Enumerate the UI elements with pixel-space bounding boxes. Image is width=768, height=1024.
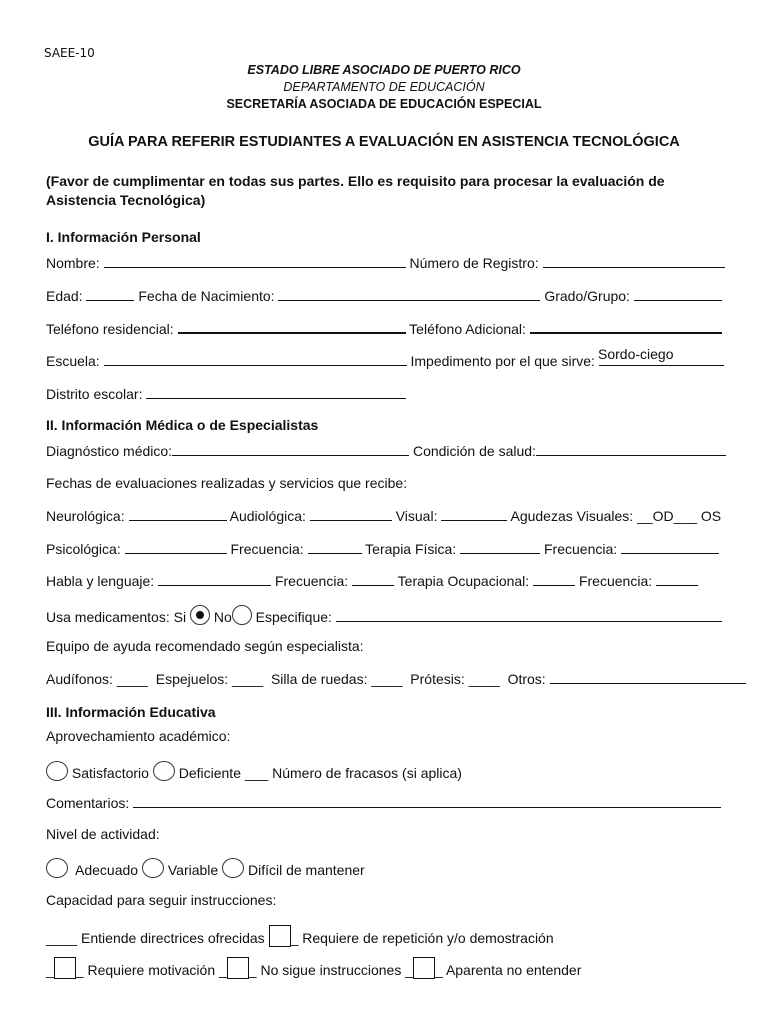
registro-field[interactable]	[543, 254, 725, 268]
medicamentos-no-label: No	[213, 609, 232, 625]
audiologica-field[interactable]	[310, 507, 392, 521]
section-educational-heading: III. Información Educativa	[46, 704, 216, 720]
frecuencia-label-1: Frecuencia:	[230, 541, 304, 557]
instructions-note: (Favor de cumplimentar en todas sus partes. Ello es requisito para procesar la evaluación de Asistencia Tecnológica)	[46, 173, 665, 208]
nombre-label: Nombre:	[46, 255, 100, 271]
psicologica-label: Psicológica:	[46, 541, 121, 557]
silla-ruedas-label[interactable]: Silla de ruedas: ____	[270, 671, 403, 687]
satisfactorio-radio[interactable]	[46, 761, 68, 781]
grado-field[interactable]	[634, 287, 722, 301]
row-telefono	[46, 319, 722, 337]
aparenta-checkbox[interactable]	[413, 957, 435, 979]
tel-adicional-label: Teléfono Adicional:	[409, 321, 526, 337]
deficiente-label: Deficiente ___ Número de fracasos (si aplica)	[178, 765, 462, 781]
fecha-nacimiento-label: Fecha de Nacimiento:	[138, 288, 275, 304]
impedimento-value[interactable]: Sordo-ciego	[598, 346, 674, 362]
audiologica-label: Audiológica:	[229, 508, 306, 524]
neurologica-field[interactable]	[129, 507, 227, 521]
requiere-motivacion-checkbox[interactable]	[54, 957, 76, 979]
terapia-ocupacional-field[interactable]	[533, 572, 575, 586]
row-edad	[46, 287, 722, 304]
row-nivel	[46, 858, 365, 878]
distrito-field[interactable]	[146, 385, 406, 399]
terapia-ocupacional-label: Terapia Ocupacional:	[397, 573, 530, 589]
comentarios-label: Comentarios:	[46, 795, 130, 811]
medicamentos-no-radio[interactable]	[232, 605, 252, 625]
section-personal-heading: I. Información Personal	[46, 229, 201, 245]
aprovechamiento-label: Aprovechamiento académico:	[46, 728, 231, 744]
neurologica-label: Neurológica:	[46, 508, 125, 524]
especifique-label: Especifique:	[255, 609, 332, 625]
row-habla	[46, 572, 698, 589]
dificil-radio[interactable]	[222, 858, 244, 878]
frecuencia-field-2[interactable]	[621, 540, 719, 554]
diagnostico-field[interactable]	[172, 442, 409, 456]
deficiente-radio[interactable]	[153, 761, 175, 781]
visual-field[interactable]	[441, 507, 507, 521]
terapia-fisica-label: Terapia Física:	[365, 541, 457, 557]
medicamentos-si-radio[interactable]	[190, 605, 210, 625]
especifique-field[interactable]	[336, 608, 722, 622]
habla-label: Habla y lenguaje:	[46, 573, 155, 589]
equipo-label: Equipo de ayuda recomendado según especialista:	[46, 638, 364, 654]
habla-field[interactable]	[158, 572, 271, 586]
escuela-label: Escuela:	[46, 353, 100, 369]
edad-label: Edad:	[46, 288, 83, 304]
psicologica-field[interactable]	[125, 540, 227, 554]
row-diagnostico	[46, 442, 726, 459]
section-medical-heading: II. Información Médica o de Especialistas	[46, 417, 319, 433]
audifonos-label[interactable]: Audífonos: ____	[46, 671, 148, 687]
form-code: SAEE-10	[44, 46, 95, 60]
registro-label: Número de Registro:	[409, 255, 539, 271]
diagnostico-label: Diagnóstico médico:	[46, 443, 173, 459]
variable-radio[interactable]	[142, 858, 164, 878]
header-department: DEPARTAMENTO DE EDUCACIÓN	[283, 80, 485, 94]
nombre-field[interactable]	[104, 254, 406, 268]
row-aprovechamiento	[46, 761, 462, 781]
usa-medicamentos-label: Usa medicamentos: Si	[46, 609, 187, 625]
row-distrito	[46, 385, 406, 402]
capacidad-label: Capacidad para seguir instrucciones:	[46, 892, 277, 908]
aparenta-label: Aparenta no entender	[445, 962, 582, 978]
no-sigue-checkbox[interactable]	[227, 957, 249, 979]
row-medicamentos	[46, 605, 722, 625]
frecuencia-field-4[interactable]	[656, 572, 698, 586]
entiende-label: ____ Entiende directrices ofrecidas	[46, 930, 265, 946]
frecuencia-field-1[interactable]	[308, 540, 362, 554]
protesis-label[interactable]: Prótesis: ____	[410, 671, 500, 687]
distrito-label: Distrito escolar:	[46, 386, 143, 402]
row-psicologica	[46, 540, 719, 557]
requiere-repeticion-label: Requiere de repetición y/o demostración	[302, 930, 554, 946]
form-title: GUÍA PARA REFERIR ESTUDIANTES A EVALUACIÓN EN ASISTENCIA TECNOLÓGICA	[88, 134, 680, 150]
no-sigue-label: No sigue instrucciones	[260, 962, 402, 978]
impedimento-label: Impedimento por el que sirve:	[410, 353, 595, 369]
espejuelos-label[interactable]: Espejuelos: ____	[155, 671, 264, 687]
otros-label: Otros:	[507, 671, 546, 687]
header-state: ESTADO LIBRE ASOCIADO DE PUERTO RICO	[247, 63, 521, 77]
terapia-fisica-field[interactable]	[460, 540, 540, 554]
row-equipo	[46, 670, 746, 687]
requiere-motivacion-label: Requiere motivación	[87, 962, 216, 978]
condicion-field[interactable]	[536, 442, 726, 456]
row-capacidad-2: _ _ Requiere motivación _ _ No sigue instrucciones _ _ Aparenta no entender	[46, 957, 581, 979]
row-nombre	[46, 254, 725, 271]
frecuencia-label-3: Frecuencia:	[274, 573, 349, 589]
frecuencia-field-3[interactable]	[352, 572, 394, 586]
comentarios-field[interactable]	[133, 794, 721, 808]
tel-residencial-label: Teléfono residencial:	[46, 321, 174, 337]
agudezas-label: Agudezas Visuales: __OD___ OS	[510, 508, 722, 524]
grado-label: Grado/Grupo:	[544, 288, 630, 304]
visual-label: Visual:	[395, 508, 438, 524]
satisfactorio-label: Satisfactorio	[71, 765, 149, 781]
header-secretariat: SECRETARÍA ASOCIADA DE EDUCACIÓN ESPECIAL	[226, 97, 542, 111]
requiere-repeticion-checkbox[interactable]	[269, 925, 291, 947]
nivel-actividad-label: Nivel de actividad:	[46, 826, 160, 842]
row-neurologica	[46, 507, 721, 524]
row-capacidad-1: ____ Entiende directrices ofrecidas _ Requiere de repetición y/o demostración	[46, 925, 554, 947]
fecha-nacimiento-field[interactable]	[278, 287, 540, 301]
tel-residencial-field[interactable]	[178, 319, 406, 334]
frecuencia-label-2: Frecuencia:	[544, 541, 618, 557]
adecuado-label: Adecuado	[75, 862, 139, 878]
frecuencia-label-4: Frecuencia:	[578, 573, 653, 589]
dificil-label: Difícil de mantener	[247, 862, 365, 878]
row-comentarios	[46, 794, 721, 811]
fechas-evaluaciones-label: Fechas de evaluaciones realizadas y servicios que recibe:	[46, 475, 408, 491]
variable-label: Variable	[167, 862, 219, 878]
adecuado-radio[interactable]	[46, 858, 68, 878]
escuela-field[interactable]	[104, 352, 407, 366]
tel-adicional-field[interactable]	[530, 319, 722, 334]
condicion-label: Condición de salud:	[412, 443, 536, 459]
otros-field[interactable]	[550, 670, 746, 684]
edad-field[interactable]	[86, 287, 134, 301]
